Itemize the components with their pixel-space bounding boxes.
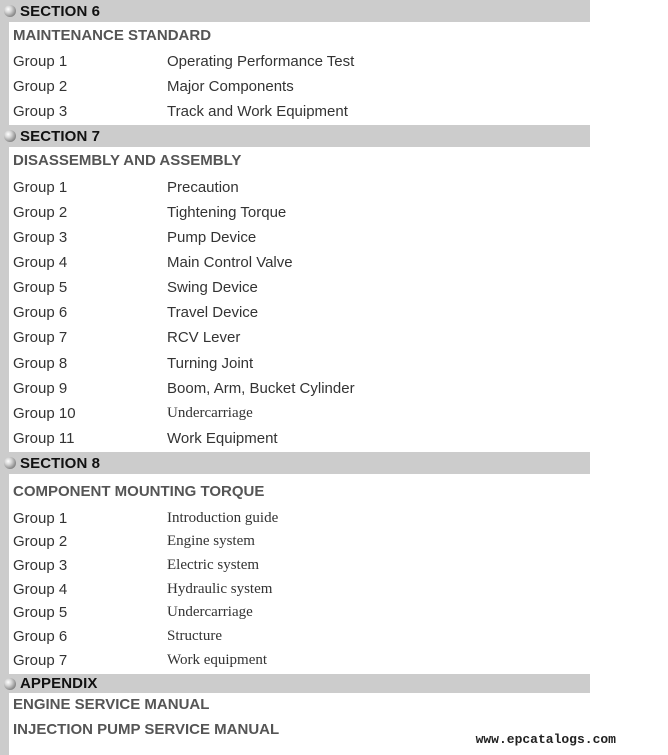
group-label: Group 11: [13, 430, 75, 447]
section-8-body: [0, 474, 590, 674]
section-title: SECTION 6: [20, 2, 101, 20]
group-name[interactable]: Pump Device: [167, 229, 257, 246]
group-name[interactable]: Introduction guide: [167, 510, 279, 526]
group-name[interactable]: Operating Performance Test: [167, 53, 355, 70]
list-item[interactable]: [9, 304, 589, 326]
group-name[interactable]: Track and Work Equipment: [167, 103, 348, 120]
group-label: Group 1: [13, 510, 68, 527]
section-title: SECTION 8: [20, 454, 101, 472]
group-label: Group 10: [13, 405, 76, 422]
list-item[interactable]: [9, 604, 589, 626]
group-label: Group 2: [13, 533, 68, 550]
section-subtitle: MAINTENANCE STANDARD: [13, 27, 212, 44]
group-name[interactable]: RCV Lever: [167, 329, 241, 346]
appendix-item-engine-manual[interactable]: ENGINE SERVICE MANUAL: [13, 696, 210, 713]
group-label: Group 2: [13, 78, 68, 95]
section-subtitle: COMPONENT MOUNTING TORQUE: [13, 483, 265, 500]
sphere-bullet-icon: [4, 678, 16, 690]
group-label: Group 8: [13, 355, 68, 372]
group-label: Group 5: [13, 279, 68, 296]
list-item[interactable]: [9, 53, 589, 75]
list-item[interactable]: [9, 103, 589, 125]
group-label: Group 6: [13, 628, 68, 645]
group-label: Group 3: [13, 229, 68, 246]
group-name[interactable]: Main Control Valve: [167, 254, 293, 271]
list-item[interactable]: [9, 510, 589, 532]
group-name[interactable]: Turning Joint: [167, 355, 254, 372]
list-item[interactable]: [9, 533, 589, 555]
list-item[interactable]: [9, 430, 589, 452]
list-item[interactable]: [9, 380, 589, 402]
section-7-body: [0, 147, 590, 452]
group-label: Group 1: [13, 179, 68, 196]
sphere-bullet-icon: [4, 130, 16, 142]
group-name[interactable]: Major Components: [167, 78, 294, 95]
group-label: Group 4: [13, 254, 68, 271]
section-6-header: [0, 0, 590, 22]
list-item[interactable]: [9, 78, 589, 100]
group-label: Group 6: [13, 304, 68, 321]
group-name[interactable]: Boom, Arm, Bucket Cylinder: [167, 380, 355, 397]
group-label: Group 1: [13, 53, 68, 70]
group-name[interactable]: Undercarriage: [167, 405, 253, 421]
group-label: Group 3: [13, 103, 68, 120]
list-item[interactable]: [9, 329, 589, 351]
group-name[interactable]: Engine system: [167, 533, 255, 549]
watermark-url: www.epcatalogs.com: [475, 732, 616, 747]
group-label: Group 4: [13, 581, 68, 598]
appendix-header: [0, 674, 590, 693]
group-label: Group 3: [13, 557, 68, 574]
section-subtitle: DISASSEMBLY AND ASSEMBLY: [13, 152, 242, 169]
list-item[interactable]: [9, 652, 589, 674]
section-6-body: [0, 22, 590, 125]
group-name[interactable]: Hydraulic system: [167, 581, 273, 597]
group-name[interactable]: Electric system: [167, 557, 260, 573]
group-name[interactable]: Structure: [167, 628, 222, 644]
section-7-header: [0, 125, 590, 147]
list-item[interactable]: [9, 355, 589, 377]
group-label: Group 5: [13, 604, 68, 621]
group-name[interactable]: Work equipment: [167, 652, 268, 668]
sphere-bullet-icon: [4, 5, 16, 17]
list-item[interactable]: [9, 254, 589, 276]
list-item[interactable]: [9, 229, 589, 251]
list-item[interactable]: [9, 581, 589, 603]
group-label: Group 9: [13, 380, 68, 397]
appendix-item-injection-pump-manual[interactable]: INJECTION PUMP SERVICE MANUAL: [13, 721, 280, 738]
section-title: SECTION 7: [20, 127, 101, 145]
group-name[interactable]: Work Equipment: [167, 430, 278, 447]
sphere-bullet-icon: [4, 457, 16, 469]
list-item[interactable]: [9, 628, 589, 650]
group-name[interactable]: Undercarriage: [167, 604, 253, 620]
group-label: Group 7: [13, 329, 68, 346]
list-item[interactable]: [9, 204, 589, 226]
group-label: Group 2: [13, 204, 68, 221]
list-item[interactable]: [9, 405, 589, 427]
section-title: APPENDIX: [20, 675, 98, 692]
section-8-header: [0, 452, 590, 474]
group-name[interactable]: Precaution: [167, 179, 239, 196]
list-item[interactable]: [9, 279, 589, 301]
group-name[interactable]: Swing Device: [167, 279, 258, 296]
list-item[interactable]: [9, 179, 589, 201]
group-label: Group 7: [13, 652, 68, 669]
list-item[interactable]: [9, 557, 589, 579]
group-name[interactable]: Tightening Torque: [167, 204, 287, 221]
group-name[interactable]: Travel Device: [167, 304, 259, 321]
